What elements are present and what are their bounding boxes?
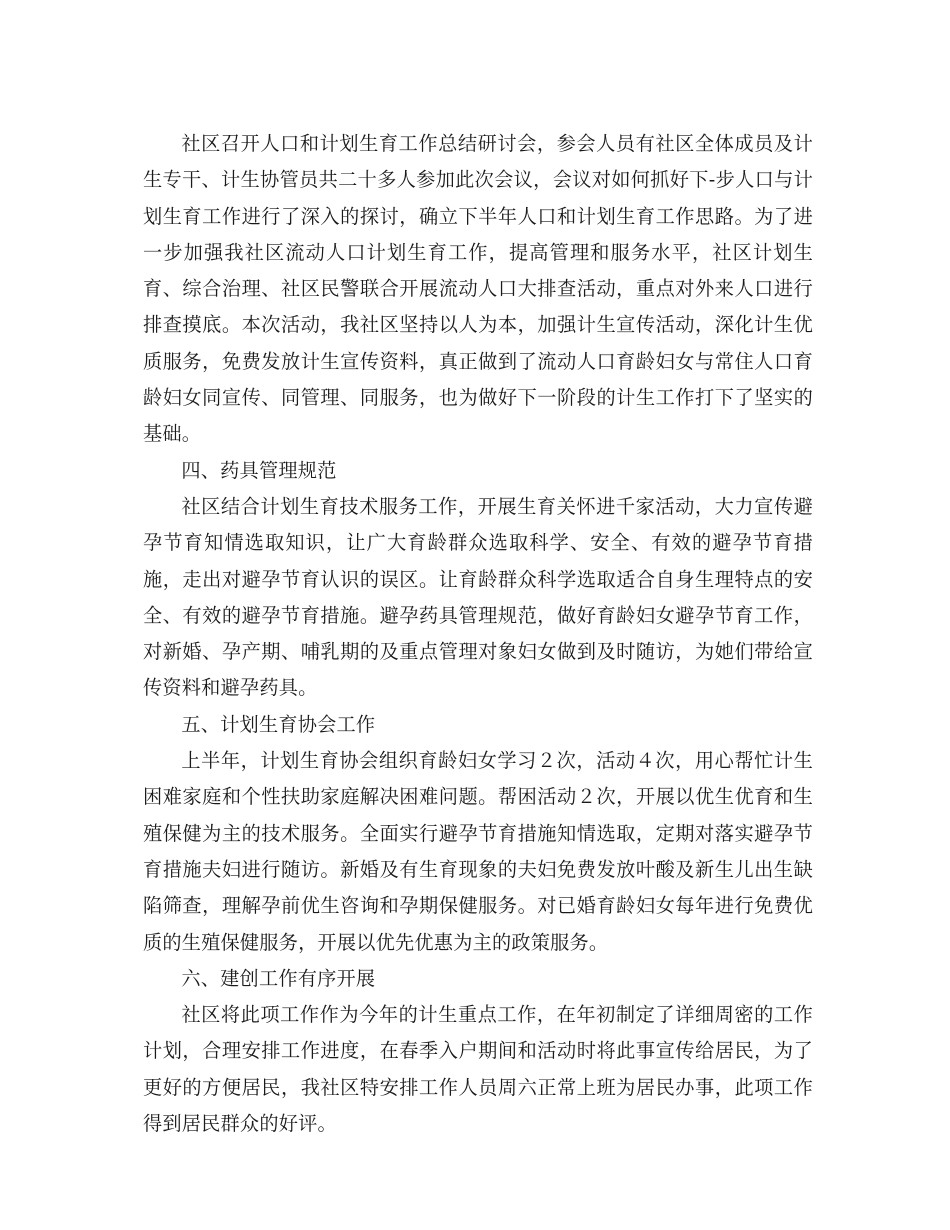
paragraph-creation-work: 社区将此项工作作为今年的计生重点工作，在年初制定了详细周密的工作计划，合理安排工作进度，在春季入户期间和活动时将此事宣传给居民，为了更好的方便居民，我社区特安排工作人员周六正常上班为居民办事，此项工作得到居民群众的好评。 xyxy=(143,1003,813,1136)
paragraph-contraceptive-management: 社区结合计划生育技术服务工作，开展生育关怀进千家活动，大力宣传避孕节育知情选取知识，让广大育龄群众选取科学、安全、有效的避孕节育措施，走出对避孕节育认识的误区。让育龄群众科学选取适合自身生理特点的安全、有效的避孕节育措施。避孕药具管理规范，做好育龄妇女避孕节育工作，对新婚、孕产期、哺乳期的及重点管理对象妇女做到及时随访，为她们带给宣传资料和避孕药具。 xyxy=(143,494,813,700)
section-heading-family-planning-association: 五、计划生育协会工作 xyxy=(181,712,376,736)
section-heading-contraceptive-management: 四、药具管理规范 xyxy=(181,458,337,482)
document-body xyxy=(143,126,813,1142)
paragraph-family-planning-association: 上半年，计划生育协会组织育龄妇女学习２次，活动４次，用心帮忙计生困难家庭和个性扶助家庭解决困难问题。帮困活动２次，开展以优生优育和生殖保健为主的技术服务。全面实行避孕节育措施知情选取，定期对落实避孕节育措施夫妇进行随访。新婚及有生育现象的夫妇免费发放叶酸及新生儿出生缺陷筛查，理解孕前优生咨询和孕期保健服务。对已婚育龄妇女每年进行免费优质的生殖保健服务，开展以优先优惠为主的政策服务。 xyxy=(143,749,813,954)
section-heading-creation-work: 六、建创工作有序开展 xyxy=(181,966,376,990)
paragraph-meeting-summary: 社区召开人口和计划生育工作总结研讨会，参会人员有社区全体成员及计生专干、计生协管员共二十多人参加此次会议，会议对如何抓好下-步人口与计划生育工作进行了深入的探讨，确立下半年人口和计划生育工作思路。为了进一步加强我社区流动人口计划生育工作，提高管理和服务水平，社区计划生育、综合治理、社区民警联合开展流动人口大排查活动，重点对外来人口进行排查摸底。本次活动，我社区坚持以人为本，加强计生宣传活动，深化计生优质服务，免费发放计生宣传资料，真正做到了流动人口育龄妇女与常住人口育龄妇女同宣传、同管理、同服务，也为做好下一阶段的计生工作打下了坚实的基础。 xyxy=(143,132,813,446)
